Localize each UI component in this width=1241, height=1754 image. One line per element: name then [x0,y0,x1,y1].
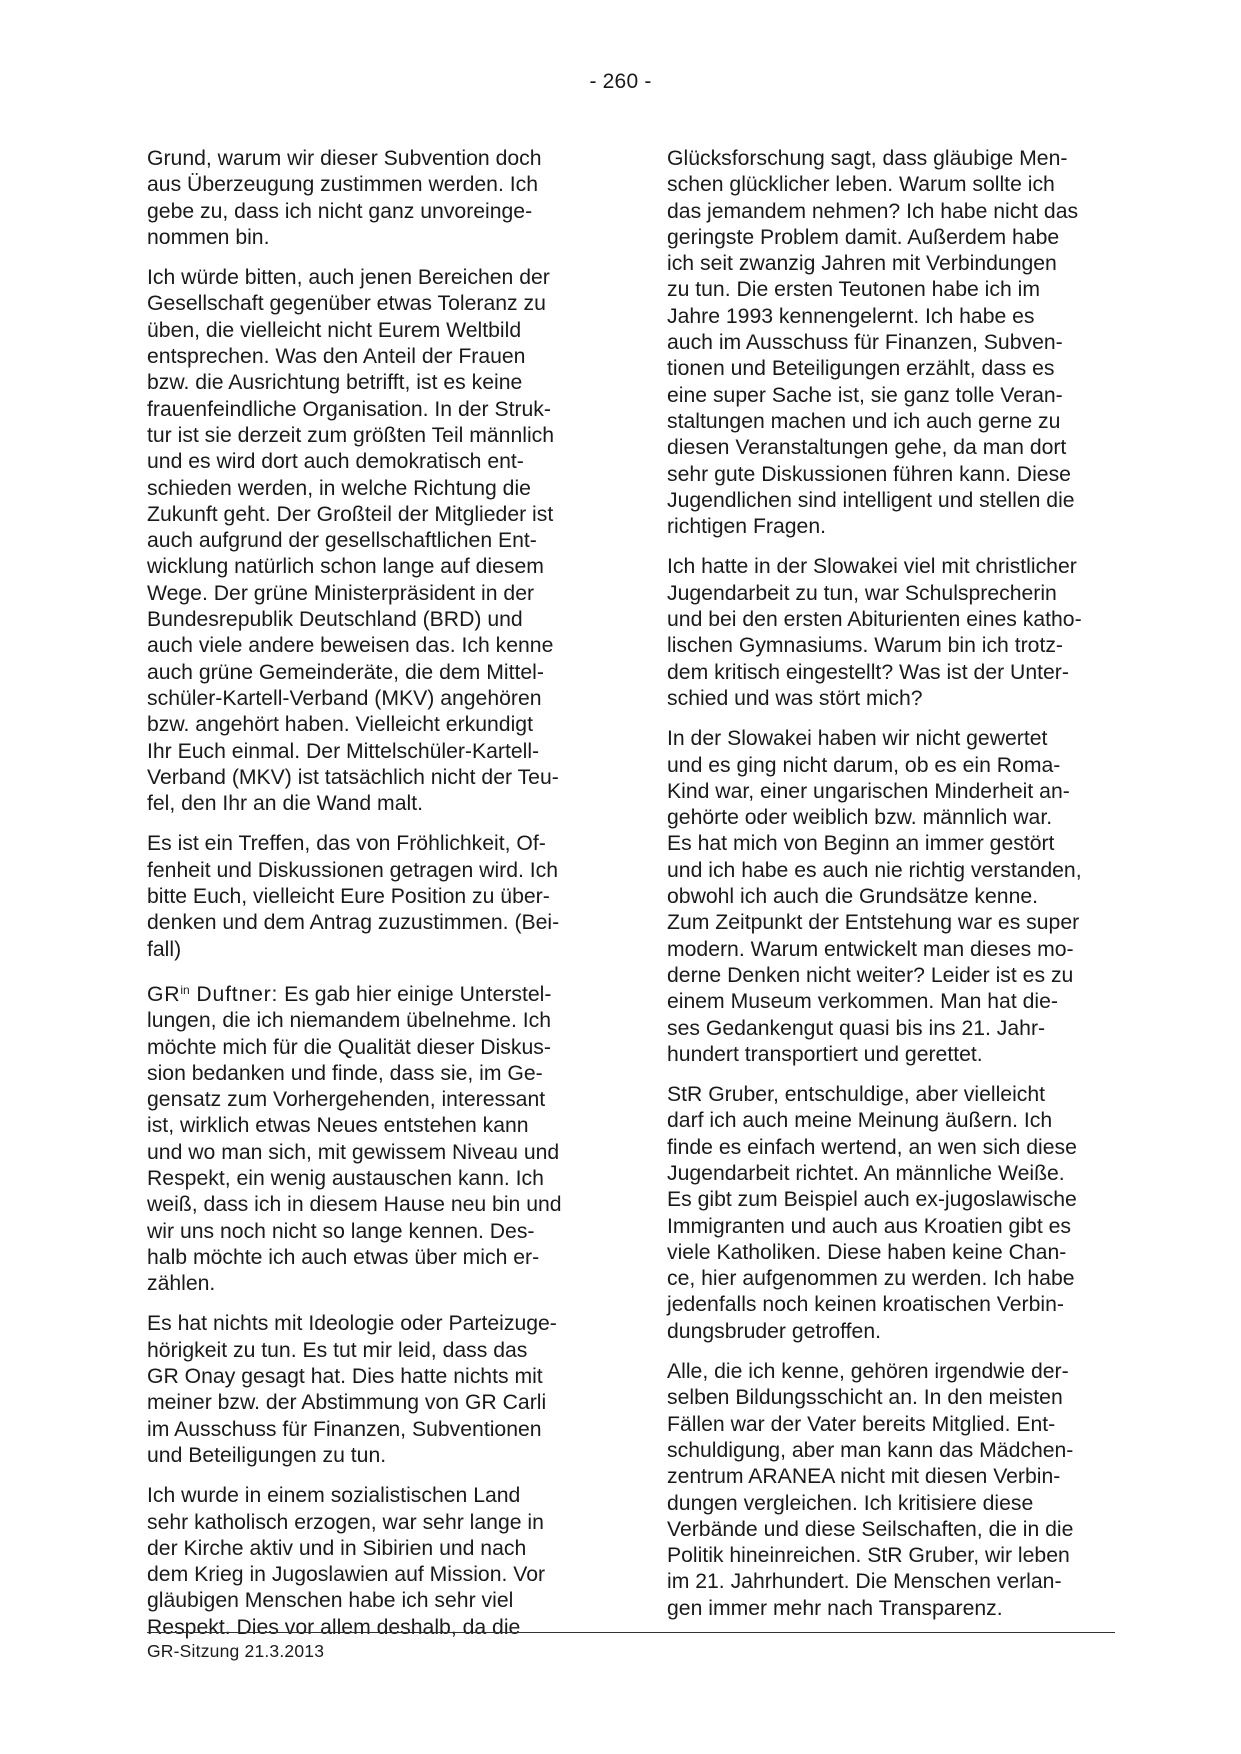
speaker-text: Es gab hier einige Unterstel- [278,982,552,1006]
text-line: und es wird dort auch demokratisch ent- [147,450,524,474]
text-line: Respekt, ein wenig austauschen kann. Ich [147,1166,544,1190]
text-line: Jugendarbeit richtet. An männliche Weiße. [667,1161,1065,1185]
text-line: Immigranten und auch aus Kroatien gibt es [667,1214,1071,1238]
text-line: GR Onay gesagt hat. Dies hatte nichts mit [147,1365,543,1389]
paragraph [147,265,602,817]
text-line: gen immer mehr nach Transparenz. [667,1596,1003,1620]
text-line: und Beteiligungen zu tun. [147,1443,387,1467]
text-line: auch im Ausschuss für Finanzen, Subven- [667,331,1063,355]
paragraph [147,146,602,251]
text-line: Zum Zeitpunkt der Entstehung war es super [667,911,1080,935]
paragraph [147,1483,602,1641]
text-line: im 21. Jahrhundert. Die Menschen verlan- [667,1570,1062,1594]
text-line: viele Katholiken. Diese haben keine Chan- [667,1240,1067,1264]
text-line: Verbände und diese Seilschaften, die in die [667,1517,1074,1541]
text-line: aus Überzeugung zustimmen werden. Ich [147,173,538,197]
text-line: nommen bin. [147,225,270,249]
text-line: auch viele andere beweisen das. Ich kenne [147,634,554,658]
text-line: denken und dem Antrag zuzustimmen. (Bei- [147,911,560,935]
text-line: hundert transportiert und gerettet. [667,1042,983,1066]
text-line: zentrum ARANEA nicht mit diesen Verbin- [667,1465,1061,1489]
text-line: modern. Warum entwickelt man dieses mo- [667,937,1074,961]
speaker-label [147,983,278,1006]
text-line: derne Denken nicht weiter? Leider ist es zu [667,963,1074,987]
text-line: ich seit zwanzig Jahren mit Verbindungen [667,252,1057,276]
text-line: gläubigen Menschen habe ich sehr viel [147,1589,514,1613]
text-line: schied und was stört mich? [667,686,923,710]
speaker-name: Duftner: [196,982,279,1006]
paragraph [667,726,1122,1068]
text-line: Gesellschaft gegenüber etwas Toleranz zu [147,292,546,316]
text-line: sehr gute Diskussionen führen kann. Diese [667,462,1071,486]
text-line: zu tun. Die ersten Teutonen habe ich im [667,278,1040,302]
text-line: gensatz zum Vorhergehenden, interessant [147,1088,546,1112]
paragraph [667,1082,1122,1345]
text-line: möchte mich für die Qualität dieser Diskus- [147,1035,551,1059]
text-line: gehörte oder weiblich bzw. männlich war. [667,806,1053,830]
text-line: schen glücklicher leben. Warum sollte ich [667,173,1055,197]
paragraph [147,977,602,1298]
text-line: Zukunft geht. Der Großteil der Mitglieder ist [147,502,554,526]
text-line: dungsbruder getroffen. [667,1319,881,1343]
text-line: und bei den ersten Abiturienten eines katho- [667,608,1082,632]
text-line: fel, den Ihr an die Wand malt. [147,792,423,816]
text-line: diesen Veranstaltungen gehe, da man dort [667,436,1067,460]
text-line: selben Bildungsschicht an. In den meisten [667,1386,1063,1410]
text-line: schieden werden, in welche Richtung die [147,476,531,500]
text-line: Es ist ein Treffen, das von Fröhlichkeit, Of- [147,832,546,856]
text-line: schüler-Kartell-Verband (MKV) angehören [147,686,542,710]
text-line: Wege. Der grüne Ministerpräsident in der [147,581,535,605]
text-line: lungen, die ich niemandem übelnehme. Ich [147,1009,552,1033]
text-line: fall) [147,937,182,961]
text-line: und es ging nicht darum, ob es ein Roma- [667,753,1061,777]
text-line: Es hat nichts mit Ideologie oder Parteizuge- [147,1312,557,1336]
text-line: Verband (MKV) ist tatsächlich nicht der Teu- [147,765,559,789]
text-line: sehr katholisch erzogen, war sehr lange in [147,1510,544,1534]
text-line: wir uns noch nicht so lange kennen. Des- [147,1219,535,1243]
text-line: sion bedanken und finde, dass sie, im Ge- [147,1061,543,1085]
text-line: auch grüne Gemeinderäte, die dem Mittel- [147,660,544,684]
text-line: dem Krieg in Jugoslawien auf Mission. Vor [147,1563,546,1587]
text-line: Jugendarbeit zu tun, war Schulsprecherin [667,581,1057,605]
text-line: zählen. [147,1272,216,1296]
text-line: Glücksforschung sagt, dass gläubige Men- [667,147,1068,170]
text-line: In der Slowakei haben wir nicht gewertet [667,727,1048,751]
right-column [667,146,1122,1636]
text-line: Jahre 1993 kennengelernt. Ich habe es [667,304,1035,328]
footer-divider [147,1632,1115,1633]
text-line: Ihr Euch einmal. Der Mittelschüler-Kartell- [147,739,540,763]
text-line: der Kirche aktiv und in Sibirien und nach [147,1536,527,1560]
text-line: obwohl ich auch die Grundsätze kenne. [667,885,1039,909]
text-line: finde es einfach wertend, an wen sich diese [667,1135,1077,1159]
text-line: hörigkeit zu tun. Es tut mir leid, dass das [147,1338,528,1362]
paragraph [667,146,1122,540]
text-line: darf ich auch meine Meinung äußern. Ich [667,1109,1053,1133]
text-line: staltungen machen und ich auch gerne zu [667,409,1061,433]
text-line: dungen vergleichen. Ich kritisiere diese [667,1491,1034,1515]
speaker-title-suffix: in [180,982,190,997]
text-line: halb möchte ich auch etwas über mich er- [147,1245,540,1269]
text-line: üben, die vielleicht nicht Eurem Weltbild [147,318,522,342]
paragraph [147,831,602,962]
text-line: auch aufgrund der gesellschaftlichen Ent- [147,529,537,553]
text-line: Es hat mich von Beginn an immer gestört [667,832,1055,856]
text-line: frauenfeindliche Organisation. In der Struk- [147,397,551,421]
text-line: Alle, die ich kenne, gehören irgendwie der- [667,1360,1069,1384]
text-line: ses Gedankengut quasi bis ins 21. Jahr- [667,1016,1046,1040]
text-line: das jemandem nehmen? Ich habe nicht das [667,199,1079,223]
speaker-title: GR [147,982,181,1006]
text-line [147,977,602,1008]
text-line: Fällen war der Vater bereits Mitglied. Ent- [667,1412,1056,1436]
text-line: Kind war, einer ungarischen Minderheit an- [667,779,1070,803]
text-line: Ich hatte in der Slowakei viel mit christlicher [667,555,1077,579]
text-line: im Ausschuss für Finanzen, Subventionen [147,1417,542,1441]
text-line: entsprechen. Was den Anteil der Frauen [147,345,526,369]
text-line: weiß, dass ich in diesem Hause neu bin und [147,1193,562,1217]
text-line: lischen Gymnasiums. Warum bin ich trotz- [667,634,1063,658]
text-line: schuldigung, aber man kann das Mädchen- [667,1438,1074,1462]
text-line: wicklung natürlich schon lange auf diesem [147,555,544,579]
text-line: ce, hier aufgenommen zu werden. Ich habe [667,1267,1075,1291]
left-column [147,146,602,1655]
text-line: Politik hineinreichen. StR Gruber, wir leben [667,1544,1070,1568]
text-line: einem Museum verkommen. Man hat die- [667,990,1058,1014]
text-line: tionen und Beteiligungen erzählt, dass es [667,357,1055,381]
text-line: Es gibt zum Beispiel auch ex-jugoslawische [667,1188,1077,1212]
text-line: und ich habe es auch nie richtig verstanden, [667,858,1082,882]
text-line: bzw. angehört haben. Vielleicht erkundigt [147,713,533,737]
text-line: Ich wurde in einem sozialistischen Land [147,1484,521,1508]
text-line: und wo man sich, mit gewissem Niveau und [147,1140,560,1164]
text-line: StR Gruber, entschuldige, aber vielleicht [667,1083,1046,1107]
text-line: fenheit und Diskussionen getragen wird. Ich [147,858,559,882]
paragraph [667,1359,1122,1622]
footer-session-label: GR-Sitzung 21.3.2013 [147,1641,325,1661]
text-line: Ich würde bitten, auch jenen Bereichen der [147,266,550,290]
paragraph [147,1311,602,1469]
page-number: - 260 - [589,70,652,93]
paragraph [667,554,1122,712]
text-line: ist, wirklich etwas Neues entstehen kann [147,1114,529,1138]
text-line: tur ist sie derzeit zum größten Teil männlich [147,423,555,447]
text-line: jedenfalls noch keinen kroatischen Verbin- [667,1293,1064,1317]
text-line: bitte Euch, vielleicht Eure Position zu über- [147,885,550,909]
text-line: meiner bzw. der Abstimmung von GR Carli [147,1391,547,1415]
text-line: geringste Problem damit. Außerdem habe [667,225,1060,249]
text-line: richtigen Fragen. [667,515,826,539]
text-line: Jugendlichen sind intelligent und stellen die [667,488,1075,512]
text-line: bzw. die Ausrichtung betrifft, ist es keine [147,371,523,395]
text-line: Respekt. Dies vor allem deshalb, da die [147,1615,521,1639]
text-line: dem kritisch eingestellt? Was ist der Unter- [667,660,1069,684]
text-line: Grund, warum wir dieser Subvention doch [147,147,542,170]
text-line: Bundesrepublik Deutschland (BRD) und [147,608,523,632]
text-line: gebe zu, dass ich nicht ganz unvoreinge- [147,199,533,223]
text-line: eine super Sache ist, sie ganz tolle Veran- [667,383,1063,407]
